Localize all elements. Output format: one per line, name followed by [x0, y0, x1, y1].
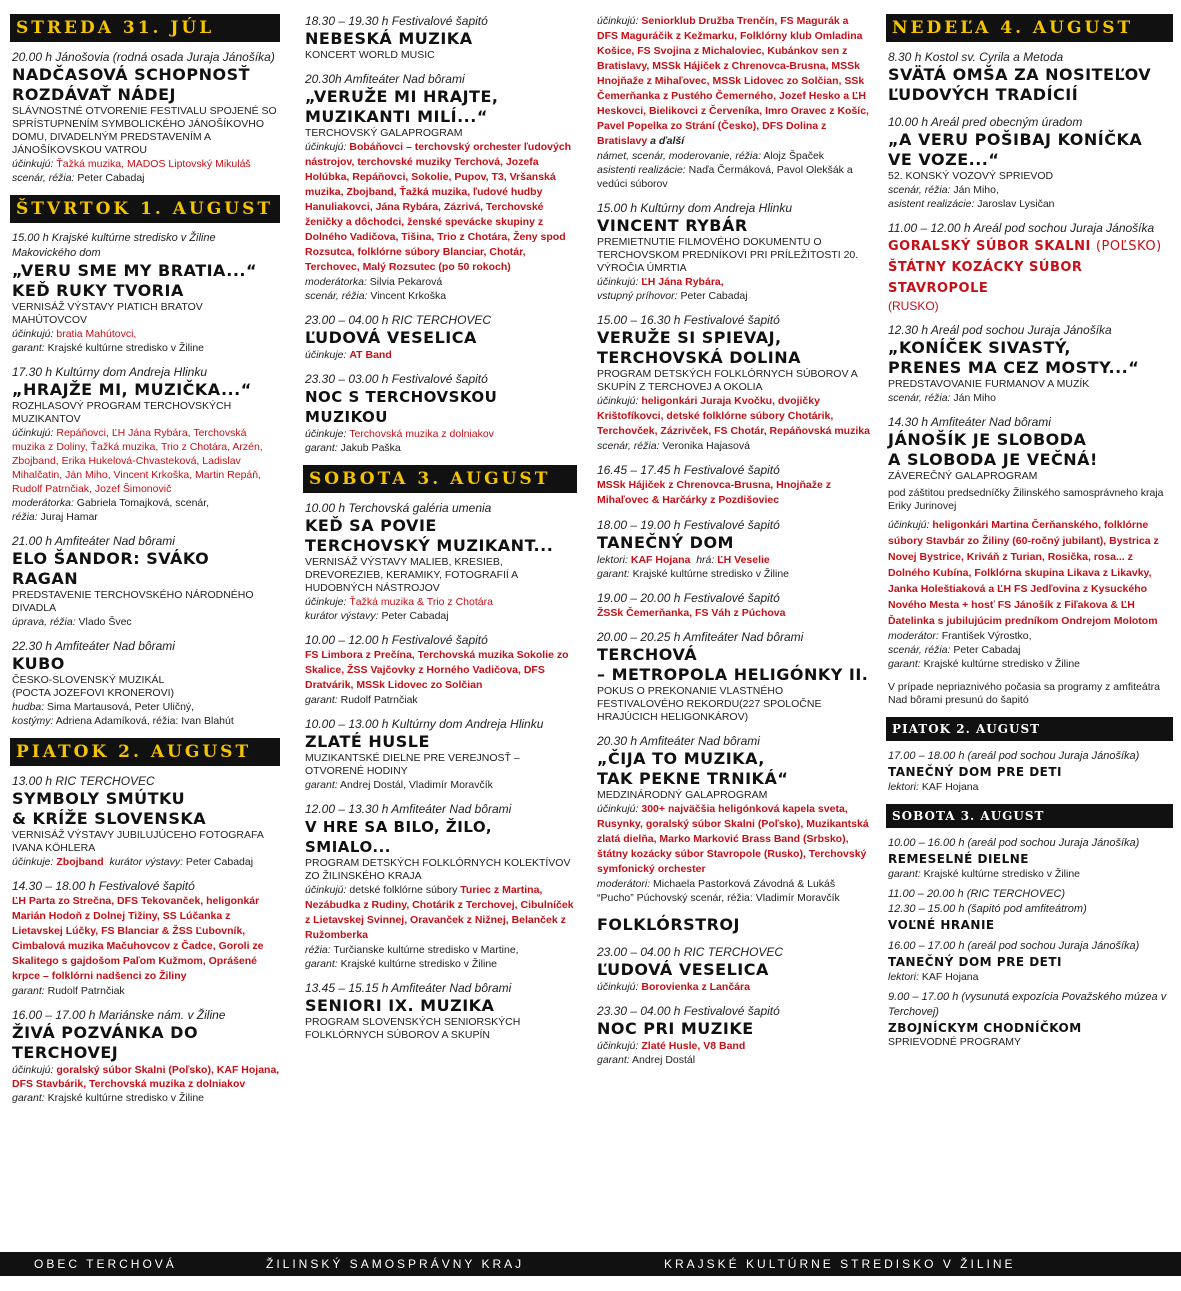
event-time: 20.00 – 20.25 h Amfiteáter Nad bôrami: [597, 630, 804, 644]
event-time: 10.00 – 12.00 h Festivalové šapitó: [305, 633, 488, 647]
event: [12, 365, 280, 524]
event-title: ROZDÁVAŤ NÁDEJ: [12, 85, 176, 104]
event-description: MEDZINÁRODNÝ GALAPROGRAM: [597, 789, 768, 801]
performers: účinkujú: Repáňovci, ĽH Jána Rybára, Terchovská muzika z Doliny, Ťažká muzika, Trio z Chotára, Arzén, Zbojband, Erika Hukelová-Chvasteková, Ladislav Mihalčatin, Ján Miho, Vincent Krkoška, Martin Repáň, Rudolf Patrnčiak, Jozef Šimonovič: [12, 427, 263, 495]
event-title: VERUŽE SI SPIEVAJ,: [597, 328, 782, 347]
event-title: V HRE SA BILO, ŽILO, SMIALO...: [305, 818, 493, 856]
event-description: ČESKO-SLOVENSKÝ MUZIKÁL: [12, 674, 165, 686]
event-time: 10.00 h Terchovská galéria umenia: [305, 501, 492, 515]
event-title: FOLKLÓRSTROJ: [597, 915, 740, 934]
credits: scenár, réžia: Ján Miho,: [888, 184, 999, 196]
event-time: 17.00 – 18.00 h (areál pod sochou Juraja Jánošíka): [888, 750, 1140, 762]
performers: účinkujú: bratia Mahútovci,: [12, 328, 137, 340]
event-title: TERCHOVSKÁ DOLINA: [597, 348, 802, 367]
event-time: 15.00 – 16.30 h Festivalové šapitó: [597, 313, 780, 327]
event-description: KONCERT WORLD MUSIC: [305, 49, 435, 61]
event: [12, 879, 280, 998]
event-title: TAK PEKNE TRNIKÁ“: [597, 769, 789, 788]
event-time: 14.30 h Amfiteáter Nad bôrami: [888, 415, 1051, 429]
event-title: ŽIVÁ POZVÁNKA DO TERCHOVEJ: [12, 1023, 199, 1062]
event-time: 13.45 – 15.15 h Amfiteáter Nad bôrami: [305, 981, 512, 995]
performers: účinkujú: goralský súbor Skalni (Poľsko), KAF Hojana, DFS Stavbárik, Terchovská muzika z dolniakov: [12, 1064, 280, 1090]
event-description: PROGRAM DETSKÝCH FOLKLÓRNYCH KOLEKTÍVOV ZO ŽILINSKÉHO KRAJA: [305, 857, 571, 882]
event-time: 9.00 – 17.00 h (vysunutá expozícia Považského múzea v Terchovej): [888, 991, 1167, 1018]
event-description: PREMIETNUTIE FILMOVÉHO DOKUMENTU O TERCHOVSKOM PREDNÍKOVI PRI PRÍLEŽITOSTI 20. VÝROČIA ÚMRTIA: [597, 236, 859, 274]
event-description: POKUS O PREKONANIE VLASTNÉHO FESTIVALOVÉHO REKORDU(227 SPOLOČNE HRAJÚCICH HELIGONKÁROV): [597, 685, 822, 723]
credits: garant: Krajské kultúrne stredisko v Žiline: [888, 658, 1081, 670]
event-title: „VERU SME MY BRATIA...“: [12, 261, 257, 280]
event-description: 52. KONSKÝ VOZOVÝ SPRIEVOD: [888, 170, 1054, 182]
event-time: 19.00 – 20.00 h Festivalové šapitó: [597, 591, 780, 605]
event-title: KEĎ RUKY TVORIA: [12, 281, 184, 300]
event-title: ELO ŠANDOR: SVÁKO RAGAN: [12, 549, 210, 588]
event-time: 20.30h Amfiteáter Nad bôrami: [305, 72, 465, 86]
event: [888, 415, 1173, 671]
credits: garant: Krajské kultúrne stredisko v Žiline: [305, 958, 498, 970]
event-time: 23.30 – 04.00 h Festivalové šapitó: [597, 1004, 780, 1018]
event-title: GORALSKÝ SÚBOR SKALNI (POĽSKO): [888, 239, 1162, 254]
performers: účinkuje: Ťažká muzika & Trio z Chotára: [305, 596, 493, 608]
event-time: 16.00 – 17.00 h Mariánske nám. v Žiline: [12, 1008, 226, 1022]
event-description: VERNISÁŽ VÝSTAVY MALIEB, KRESIEB, DREVOREZIEB, KERAMIKY, FOTOGRAFIÍ A HUDOBNÝCH NÁSTROJOV: [305, 556, 518, 594]
event-title: JÁNOŠÍK JE SLOBODA: [888, 430, 1087, 449]
event-description: (POCTA JOZEFOVI KRONEROVI): [12, 687, 174, 699]
event: [305, 372, 577, 455]
credits: lektori: KAF Hojana: [888, 781, 979, 793]
performers: lektori: KAF Hojana hrá: ĽH Veselie: [597, 554, 770, 566]
event-title: VE VOZE...“: [888, 150, 1000, 169]
event-time: 12.30 h Areál pod sochou Juraja Jánošíka: [888, 323, 1112, 337]
event-time: 18.30 – 19.30 h Festivalové šapitó: [305, 14, 488, 28]
event-title: PRENES MA CEZ MOSTY...“: [888, 358, 1140, 377]
performers: účinkuje: Terchovská muzika z dolniakov: [305, 428, 494, 440]
event-description: VERNISÁŽ VÝSTAVY JUBILUJÚCEHO FOTOGRAFA IVANA KÖHLERA: [12, 829, 264, 854]
event: [888, 990, 1173, 1049]
performers: účinkujú: Zlaté Husle, V8 Band: [597, 1040, 746, 1052]
event-description: PROGRAM DETSKÝCH FOLKLÓRNYCH SÚBOROV A SKUPÍN Z TERCHOVEJ A OKOLIA: [597, 368, 858, 393]
event-description: PREDSTAVOVANIE FURMANOV A MUZÍK: [888, 378, 1090, 390]
event-title: „ČIJA TO MUZIKA,: [597, 749, 765, 768]
event-title: ZBOJNÍCKYM CHODNÍČKOM: [888, 1021, 1082, 1035]
event-time: 20.30 h Amfiteáter Nad bôrami: [597, 734, 760, 748]
performers: MSSk Hájiček z Chrenovca-Brusna, Hnojňaže z Mihaľovec & Harčárky z Pozdišoviec: [597, 479, 831, 506]
event: [888, 749, 1173, 794]
event: [888, 939, 1173, 984]
performers: ĽH Parta zo Strečna, DFS Tekovanček, heligonkár Marián Hodoň z Dolnej Tižiny, SS Lúčanka z Lietavskej Lúčky, FS Blanciar & ŽSS Ľubovník, Cimbalová muzika Mačuhovcov z Čadce, Goroli ze Skalitego s gajdošom Paľom Kužmom, Oprášené krpce – folklórni nadšenci zo Žiliny: [12, 895, 264, 982]
event-description: VERNISÁŽ VÝSTAVY PIATICH BRATOV MAHÚTOVCOV: [12, 301, 203, 326]
credits: námet, scenár, moderovanie, réžia: Alojz Špaček: [597, 150, 825, 162]
event-time: 18.00 – 19.00 h Festivalové šapitó: [597, 518, 780, 532]
event: [888, 221, 1173, 313]
credits: moderátorka: Gabriela Tomajková, scenár,: [12, 497, 210, 509]
event: [888, 323, 1173, 405]
event-title: NOC S TERCHOVSKOU MUZIKOU: [305, 388, 498, 426]
event-description: ZÁVEREČNÝ GALAPROGRAM: [888, 470, 1038, 482]
event: [305, 72, 577, 303]
event-time: 13.00 h RIC TERCHOVEC: [12, 774, 155, 788]
event-title: A SLOBODA JE VEČNÁ!: [888, 450, 1098, 469]
column-4: [888, 0, 1173, 1059]
credits: garant: Krajské kultúrne stredisko v Žiline: [888, 868, 1081, 880]
event: [597, 518, 872, 581]
column-2: [305, 14, 577, 1052]
column-1: [12, 0, 280, 1115]
event-title: ŠTÁTNY KOZÁCKY SÚBOR STAVROPOLE: [888, 260, 1083, 296]
event: [597, 915, 872, 935]
event-title: NADČASOVÁ SCHOPNOSŤ: [12, 65, 251, 84]
event: [305, 14, 577, 62]
event-title: TANEČNÝ DOM PRE DETI: [888, 765, 1062, 779]
credits: moderátor: František Výrostko,: [888, 630, 1032, 642]
performers: ŽSSk Čemerňanka, FS Váh z Púchova: [597, 607, 786, 619]
event-description: PREDSTAVENIE TERCHOVSKÉHO NÁRODNÉHO DIVADLA: [12, 589, 254, 614]
event-time: 20.00 h Jánošovia (rodná osada Juraja Jánošíka): [12, 50, 275, 64]
event: [305, 717, 577, 792]
event-title: ĽUDOVÁ VESELICA: [597, 960, 769, 979]
event-time: 15.00 h Kultúrny dom Andreja Hlinku: [597, 201, 792, 215]
day-header-sunday: NEDEĽA 4. AUGUST: [886, 14, 1173, 42]
event: [597, 313, 872, 453]
footer-organizer-cultural-centre: KRAJSKÉ KULTÚRNE STREDISKO V ŽILINE: [664, 1257, 1016, 1271]
credits: lektori: KAF Hojana: [888, 971, 979, 983]
event-time: 10.00 – 13.00 h Kultúrny dom Andreja Hlinku: [305, 717, 544, 731]
credits: garant: Krajské kultúrne stredisko v Žiline: [12, 342, 205, 354]
credits: garant: Krajské kultúrne stredisko v Žiline: [597, 568, 790, 580]
event-title: REMESELNÉ DIELNE: [888, 852, 1029, 866]
performers: účinkuje: Zbojband kurátor výstavy: Peter Cabadaj: [12, 856, 254, 868]
footer-organizer-region: ŽILINSKÝ SAMOSPRÁVNY KRAJ: [266, 1257, 525, 1271]
event-title: (RUSKO): [888, 299, 939, 313]
event-title: MUZIKANTI MILÍ...“: [305, 107, 488, 126]
event-time: 12.00 – 13.30 h Amfiteáter Nad bôrami: [305, 802, 512, 816]
event: [888, 836, 1173, 881]
credits: scenár, réžia: Ján Miho: [888, 392, 996, 404]
credits: asistenti realizácie: Naďa Čermáková, Pavol Olekšák a vedúci súborov: [597, 164, 853, 190]
event: [305, 802, 577, 971]
event-description: PROGRAM SLOVENSKÝCH SENIORSKÝCH FOLKLÓRNYCH SÚBOROV A SKUPÍN: [305, 1016, 521, 1041]
performers: účinkujú: ĽH Jána Rybára,: [597, 276, 724, 288]
event-title: „KONÍČEK SIVASTÝ,: [888, 338, 1071, 357]
event-title: „A VERU POŠIBAJ KONÍČKA: [888, 130, 1143, 149]
event-title: „VERUŽE MI HRAJTE,: [305, 87, 499, 106]
event-time: 11.00 – 20.00 h (RIC TERCHOVEC): [888, 888, 1066, 900]
event: [888, 887, 1173, 933]
column-3: [597, 14, 872, 1077]
credits: scenár, réžia: Vincent Krkoška: [305, 290, 447, 302]
day-header-saturday: SOBOTA 3. AUGUST: [303, 465, 577, 493]
event: [12, 534, 280, 629]
event-time: 23.00 – 04.00 h RIC TERCHOVEC: [597, 945, 784, 959]
event: [305, 633, 577, 707]
performers: účinkuje: AT Band: [305, 349, 392, 361]
credits: scenár, réžia: Veronika Hajasová: [597, 440, 750, 452]
event-time: 10.00 h Areál pred obecným úradom: [888, 115, 1083, 129]
day-header-friday: PIATOK 2. AUGUST: [10, 738, 280, 766]
weather-note: V prípade nepriaznivého počasia sa programy z amfiteátra Nad bôrami presunú do šapitó: [888, 681, 1160, 706]
event-time: 10.00 – 16.00 h (areál pod sochou Juraja Jánošíka): [888, 837, 1140, 849]
event: [12, 231, 280, 355]
credits: moderátorka: Silvia Pekarová: [305, 276, 443, 288]
event-title: VINCENT RYBÁR: [597, 216, 748, 235]
event: [305, 981, 577, 1042]
event: [12, 50, 280, 185]
credits: moderátori: Michaela Pastorková Závodná & Lukáš “Pucho” Púchovský scenár, réžia: Vladimír Moravčík: [597, 878, 840, 904]
event-title: ĽUDOVÝCH TRADÍCIÍ: [888, 85, 1079, 104]
credits: vstupný príhovor: Peter Cabadaj: [597, 290, 748, 302]
event: [597, 945, 872, 994]
event: [597, 630, 872, 724]
event-title: & KRÍŽE SLOVENSKA: [12, 809, 207, 828]
performers: účinkujú: Ťažká muzika, MADOS Liptovský Mikuláš: [12, 158, 251, 170]
event-time: 17.30 h Kultúrny dom Andreja Hlinku: [12, 365, 207, 379]
credits: hudba: Sima Martausová, Peter Uličný,: [12, 701, 195, 713]
event: [597, 463, 872, 508]
event-title: TANEČNÝ DOM: [597, 533, 734, 552]
event: [597, 591, 872, 620]
event-title: ĽUDOVÁ VESELICA: [305, 328, 477, 347]
event-title: TERCHOVSKÝ MUZIKANT...: [305, 536, 554, 555]
event-title: VOĽNÉ HRANIE: [888, 918, 995, 932]
credits: garant: Rudolf Patrnčiak: [12, 985, 125, 997]
event-time: 12.30 – 15.00 h (šapitó pod amfiteátrom): [888, 903, 1087, 915]
event-time: 11.00 – 12.00 h Areál pod sochou Juraja Jánošíka: [888, 221, 1155, 235]
patronage-note: pod záštitou predsedníčky Žilinského samosprávneho kraja Eriky Jurinovej: [888, 487, 1164, 512]
footer-organizer-municipality: OBEC TERCHOVÁ: [34, 1257, 177, 1271]
event-title: SENIORI IX. MUZIKA: [305, 996, 495, 1015]
event-description: SLÁVNOSTNÉ OTVORENIE FESTIVALU SPOJENÉ SO SPRÍSTUPNENÍM SYMBOLICKÉHO JÁNOŠÍKOVHO DOMU, DIVADELNÝM PREDSTAVENÍM A JÁNOŠÍKOVSKOU VATROU: [12, 105, 277, 156]
event-title: KUBO: [12, 654, 65, 673]
performers: účinkujú: Bobáňovci – terchovský orchester ľudových nástrojov, terchovské muziky Terchová, Jozefa Holúbka, Repáňovci, Sokolie, Pupov, T3, Vršanská muzika, Zbojband, Ťažká muzika, ľudové hudby Hanuliakovci, Jána Rybára, Zázrivá, Terchovské ženičky a dôchodci, ženské spevácke skupiny z Dolného Vadičova, Tišina, Trio z Chotára, Ženy spod Rozsutca, folklórne súbory Blanciar, Chotár, Terchovec, Malý Rozsutec (po 50 rokoch): [305, 141, 572, 273]
event: [12, 639, 280, 728]
event: [597, 1004, 872, 1067]
event-title: ZLATÉ HUSLE: [305, 732, 430, 751]
credits: scenár, réžia: Peter Cabadaj: [12, 172, 145, 184]
event-title: KEĎ SA POVIE: [305, 516, 437, 535]
credits: garant: Rudolf Patrnčiak: [305, 694, 418, 706]
event-title: NEBESKÁ MUZIKA: [305, 29, 473, 48]
performers: účinkujú: Borovienka z Lančára: [597, 981, 750, 993]
event-time: 14.30 – 18.00 h Festivalové šapitó: [12, 879, 195, 893]
event-description: TERCHOVSKÝ GALAPROGRAM: [305, 127, 463, 139]
event: [305, 501, 577, 623]
event-time: 23.30 – 03.00 h Festivalové šapitó: [305, 372, 488, 386]
footer-bar: [0, 1252, 1181, 1276]
event: [888, 50, 1173, 105]
credits: garant: Andrej Dostál: [597, 1054, 696, 1066]
credits: réžia: Turčianske kultúrne stredisko v Martine,: [305, 944, 519, 956]
event: [12, 1008, 280, 1105]
event: [12, 774, 280, 869]
credits: scenár, réžia: Peter Cabadaj: [888, 644, 1021, 656]
credits: úprava, réžia: Vlado Švec: [12, 616, 132, 628]
event: [597, 14, 872, 191]
performers: účinkujú: heligonkári Martina Čerňanského, folklórne súbory Stavbár zo Žiliny (60-ročný jubilant), Bystrica z Novej Bystrice, Kriváň z Turian, Rosička, rosa... z Dolného Kubína, Folklórna skupina Likava z Likavky, Janka Holeštiaková a ĽH FS Jedľovina z Kysuckého Nového Mesta + hosť FS Jánošík z Fiľakova & ĽH Ďatelinka s jubilujúcim predníkom Ondrejom Molotom: [888, 519, 1159, 627]
credits: kostýmy: Adriena Adamíková, réžia: Ivan Blahút: [12, 715, 234, 727]
event-description: ROZHLASOVÝ PROGRAM TERCHOVSKÝCH MUZIKANTOV: [12, 400, 232, 425]
event-time: 23.00 – 04.00 h RIC TERCHOVEC: [305, 313, 492, 327]
event: [597, 734, 872, 905]
event: [888, 115, 1173, 211]
event-title: SVÄTÁ OMŠA ZA NOSITEĽOV: [888, 65, 1152, 84]
event-title: TANEČNÝ DOM PRE DETI: [888, 955, 1062, 969]
credits: réžia: Juraj Hamar: [12, 511, 98, 523]
event-title: SYMBOLY SMÚTKU: [12, 789, 186, 808]
event-time: 21.00 h Amfiteáter Nad bôrami: [12, 534, 175, 548]
day-header-thursday: ŠTVRTOK 1. AUGUST: [10, 195, 280, 223]
credits: garant: Krajské kultúrne stredisko v Žiline: [12, 1092, 205, 1104]
event: [305, 313, 577, 362]
credits: asistent realizácie: Jaroslav Lysičan: [888, 198, 1055, 210]
event-title: TERCHOVÁ: [597, 645, 698, 664]
event-time: 16.45 – 17.45 h Festivalové šapitó: [597, 463, 780, 477]
performers: FS Limbora z Prečína, Terchovská muzika Sokolie zo Skalice, ŽSS Vajčovky z Horného Vadičova, DFS Dratvárik, MSSk Lidovec zo Solčian: [305, 649, 569, 691]
event-time: 22.30 h Amfiteáter Nad bôrami: [12, 639, 175, 653]
event-time: 8.30 h Kostol sv. Cyrila a Metoda: [888, 50, 1064, 64]
performers: účinkujú: 300+ najväčšia heligónková kapela sveta, Rusynky, goralský súbor Skalni (Poľsko), Muzikantská zlatá dielňa, Marko Marković Brass Band (Srbsko), štátny kozácky súbor Stavropole (Rusko), Terchovský symfonický orchester: [597, 803, 869, 875]
event-description: MUZIKANTSKÉ DIELNE PRE VEREJNOSŤ – OTVORENÉ HODINY: [305, 752, 520, 777]
performers: účinkujú: Seniorklub Družba Trenčín, FS Magurák a DFS Maguráčik z Kežmarku, Folklórny klub Omladina Košice, FS Svojina z Michaloviec, Kubánkov sen z Bratislavy, MSSk Hájiček z Chrenovca-Brusna, MSSk Hnojňaže z Mihaľovec, MSSk Lidovec zo Solčian, SSk Čemerňanka z Pustého Čemerného, Jozef Hesko a ĽH Heskovci, Bielikovci z Červeníka, Imro Oravec z Košíc, Pavel Popelka zo Strání (Česko), DFS Dolina z Bratislavy a ďalší: [597, 15, 869, 147]
event-description: SPRIEVODNÉ PROGRAMY: [888, 1036, 1022, 1048]
event-title: NOC PRI MUZIKE: [597, 1019, 754, 1038]
performers: účinkujú: heligonkári Juraja Kvočku, dvojičky Krištofíkovci, detské folklórne súbory Chotárik, Terchovček, Zázrivček, FS Chotár, Repáňovská muzika: [597, 395, 870, 437]
day-header-friday-side: PIATOK 2. AUGUST: [886, 717, 1173, 741]
event: [597, 201, 872, 303]
day-header-saturday-side: SOBOTA 3. AUGUST: [886, 804, 1173, 828]
event-title: – METROPOLA HELIGÓNKY II.: [597, 665, 869, 684]
event-title: „HRAJŽE MI, MUZIČKA...“: [12, 380, 252, 399]
event-time: 16.00 – 17.00 h (areál pod sochou Juraja Jánošíka): [888, 940, 1140, 952]
credits: garant: Andrej Dostál, Vladimír Moravčík: [305, 779, 493, 791]
credits: kurátor výstavy: Peter Cabadaj: [305, 610, 449, 622]
event-time: 15.00 h Krajské kultúrne stredisko v Žiline Makovického dom: [12, 232, 216, 259]
credits: garant: Jakub Paška: [305, 442, 401, 454]
day-header-wednesday: STREDA 31. JÚL: [10, 14, 280, 42]
performers: účinkujú: detské folklórne súbory Turiec z Martina, Nezábudka z Rudiny, Chotárik z Terchovej, Cibulníček z Lietavskej Svinnej, Oravanček z Nižnej, Belanček z Ružomberka: [305, 884, 574, 941]
